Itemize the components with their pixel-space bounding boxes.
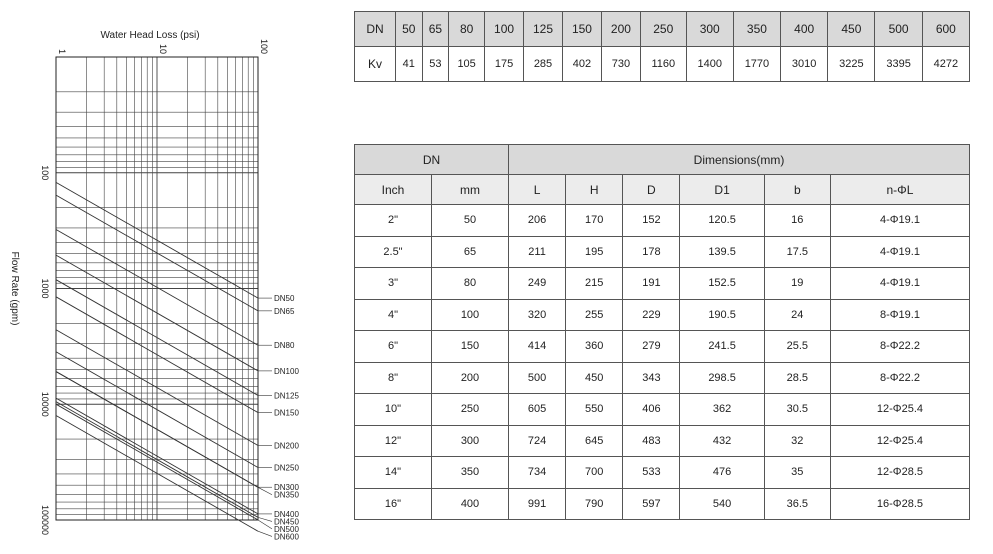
kv-dn-header: DN: [355, 12, 396, 47]
dimensions-table: [354, 144, 970, 520]
table-cell: 8-Φ22.2: [830, 331, 969, 363]
table-cell: 16: [764, 205, 830, 237]
table-cell: 6": [355, 331, 432, 363]
series-label: DN125: [274, 391, 299, 401]
table-cell: 3": [355, 268, 432, 300]
kv-value-cell: 175: [485, 47, 524, 82]
kv-value-cell: 285: [524, 47, 563, 82]
dim-dimensions-group-header: Dimensions(mm): [509, 145, 970, 175]
table-cell: 12": [355, 425, 432, 457]
table-cell: 152: [623, 205, 680, 237]
series-label: DN80: [274, 341, 295, 351]
table-cell: 10": [355, 394, 432, 426]
dim-col-header: b: [764, 175, 830, 205]
table-cell: 65: [432, 236, 509, 268]
kv-dn-cell: 50: [396, 12, 423, 47]
table-cell: 4-Φ19.1: [830, 236, 969, 268]
kv-dn-cell: 500: [875, 12, 922, 47]
table-cell: 12-Φ25.4: [830, 425, 969, 457]
table-cell: 298.5: [680, 362, 764, 394]
kv-dn-cell: 125: [524, 12, 563, 47]
table-cell: 4": [355, 299, 432, 331]
table-cell: 200: [432, 362, 509, 394]
kv-dn-cell: 350: [733, 12, 780, 47]
dim-col-header: D1: [680, 175, 764, 205]
kv-dn-row: [355, 12, 970, 47]
series-label: DN300: [274, 483, 299, 493]
kv-dn-cell: 150: [562, 12, 601, 47]
kv-value-cell: 1770: [733, 47, 780, 82]
table-cell: 343: [623, 362, 680, 394]
table-row: [355, 457, 970, 489]
x-tick-label: 10: [158, 43, 168, 54]
table-cell: 4-Φ19.1: [830, 268, 969, 300]
series-label: DN500: [274, 524, 299, 534]
kv-value-cell: 730: [601, 47, 640, 82]
y-axis-label: Flow Rate (gpm): [9, 251, 20, 326]
table-cell: 120.5: [680, 205, 764, 237]
y-tick-label: 100000: [40, 504, 50, 536]
kv-dn-cell: 450: [828, 12, 875, 47]
table-cell: 8": [355, 362, 432, 394]
table-cell: 178: [623, 236, 680, 268]
series-label: DN400: [274, 509, 299, 519]
dim-sub-header-row: [355, 175, 970, 205]
table-cell: 80: [432, 268, 509, 300]
table-cell: 406: [623, 394, 680, 426]
table-cell: 4-Φ19.1: [830, 205, 969, 237]
table-cell: 206: [509, 205, 566, 237]
dim-table-body: [355, 205, 970, 520]
table-cell: 16-Φ28.5: [830, 488, 969, 520]
table-row: [355, 299, 970, 331]
kv-value-cell: 3395: [875, 47, 922, 82]
kv-value-cell: 4272: [922, 47, 969, 82]
kv-dn-cell: 250: [640, 12, 686, 47]
table-cell: 139.5: [680, 236, 764, 268]
dim-dn-group-header: DN: [355, 145, 509, 175]
table-cell: 8-Φ19.1: [830, 299, 969, 331]
kv-value-cell: 41: [396, 47, 423, 82]
table-cell: 645: [566, 425, 623, 457]
kv-value-row: [355, 47, 970, 82]
table-cell: 540: [680, 488, 764, 520]
table-cell: 170: [566, 205, 623, 237]
table-cell: 50: [432, 205, 509, 237]
x-tick-label: 100: [259, 38, 269, 54]
table-cell: 12-Φ28.5: [830, 457, 969, 489]
series-label: DN250: [274, 463, 299, 473]
table-cell: 432: [680, 425, 764, 457]
kv-dn-cell: 300: [686, 12, 733, 47]
table-cell: 19: [764, 268, 830, 300]
kv-value-cell: 3010: [781, 47, 828, 82]
table-cell: 12-Φ25.4: [830, 394, 969, 426]
kv-value-cell: 402: [562, 47, 601, 82]
table-cell: 476: [680, 457, 764, 489]
dim-col-header: L: [509, 175, 566, 205]
table-cell: 229: [623, 299, 680, 331]
table-row: [355, 236, 970, 268]
table-cell: 300: [432, 425, 509, 457]
table-cell: 35: [764, 457, 830, 489]
table-cell: 25.5: [764, 331, 830, 363]
table-cell: 362: [680, 394, 764, 426]
flow-chart: [0, 0, 350, 554]
table-cell: 2": [355, 205, 432, 237]
table-cell: 250: [432, 394, 509, 426]
table-cell: 483: [623, 425, 680, 457]
dim-col-header: H: [566, 175, 623, 205]
table-cell: 195: [566, 236, 623, 268]
kv-value-cell: 3225: [828, 47, 875, 82]
kv-dn-cell: 65: [422, 12, 449, 47]
series-leader-line: [258, 520, 272, 529]
kv-table: [354, 11, 970, 82]
table-cell: 16": [355, 488, 432, 520]
table-cell: 400: [432, 488, 509, 520]
table-row: [355, 205, 970, 237]
series-label: DN50: [274, 294, 295, 304]
kv-value-cell: 1160: [640, 47, 686, 82]
dim-col-header: n-ΦL: [830, 175, 969, 205]
series-label: DN65: [274, 306, 295, 316]
series-leader-line: [258, 487, 272, 494]
kv-value-cell: 105: [449, 47, 485, 82]
table-cell: 152.5: [680, 268, 764, 300]
table-cell: 190.5: [680, 299, 764, 331]
table-cell: 255: [566, 299, 623, 331]
table-cell: 790: [566, 488, 623, 520]
kv-dn-cell: 80: [449, 12, 485, 47]
table-cell: 500: [509, 362, 566, 394]
chart-title: Water Head Loss (psi): [100, 30, 200, 41]
table-cell: 991: [509, 488, 566, 520]
kv-dn-cell: 100: [485, 12, 524, 47]
dim-group-header-row: [355, 145, 970, 175]
table-cell: 191: [623, 268, 680, 300]
table-cell: 2.5": [355, 236, 432, 268]
table-cell: 350: [432, 457, 509, 489]
table-cell: 8-Φ22.2: [830, 362, 969, 394]
table-row: [355, 394, 970, 426]
table-cell: 550: [566, 394, 623, 426]
y-tick-label: 100: [40, 165, 50, 181]
table-cell: 279: [623, 331, 680, 363]
y-tick-label: 1000: [40, 278, 50, 299]
kv-value-cell: 53: [422, 47, 449, 82]
table-row: [355, 488, 970, 520]
table-cell: 724: [509, 425, 566, 457]
dim-col-header: mm: [432, 175, 509, 205]
table-cell: 605: [509, 394, 566, 426]
table-cell: 211: [509, 236, 566, 268]
series-label: DN100: [274, 366, 299, 376]
table-cell: 414: [509, 331, 566, 363]
table-cell: 597: [623, 488, 680, 520]
table-cell: 32: [764, 425, 830, 457]
series-leader-line: [258, 517, 272, 521]
table-cell: 30.5: [764, 394, 830, 426]
kv-row-header: Kv: [355, 47, 396, 82]
series-label: DN200: [274, 441, 299, 451]
table-cell: 320: [509, 299, 566, 331]
table-cell: 360: [566, 331, 623, 363]
table-cell: 100: [432, 299, 509, 331]
series-label: DN450: [274, 517, 299, 527]
table-cell: 533: [623, 457, 680, 489]
table-cell: 241.5: [680, 331, 764, 363]
table-cell: 249: [509, 268, 566, 300]
table-cell: 450: [566, 362, 623, 394]
kv-value-cell: 1400: [686, 47, 733, 82]
table-cell: 150: [432, 331, 509, 363]
series-label: DN150: [274, 408, 299, 418]
table-cell: 215: [566, 268, 623, 300]
table-cell: 36.5: [764, 488, 830, 520]
kv-dn-cell: 400: [781, 12, 828, 47]
table-cell: 17.5: [764, 236, 830, 268]
table-cell: 734: [509, 457, 566, 489]
series-label: DN600: [274, 532, 299, 542]
kv-dn-cell: 200: [601, 12, 640, 47]
dim-col-header: Inch: [355, 175, 432, 205]
table-cell: 28.5: [764, 362, 830, 394]
table-row: [355, 331, 970, 363]
x-tick-label: 1: [57, 48, 67, 54]
table-cell: 14": [355, 457, 432, 489]
table-row: [355, 268, 970, 300]
table-cell: 24: [764, 299, 830, 331]
table-row: [355, 425, 970, 457]
table-row: [355, 362, 970, 394]
series-label: DN350: [274, 490, 299, 500]
y-tick-label: 10000: [40, 391, 50, 417]
dim-col-header: D: [623, 175, 680, 205]
table-cell: 700: [566, 457, 623, 489]
kv-dn-cell: 600: [922, 12, 969, 47]
series-leader-line: [258, 531, 272, 536]
flow-chart-svg: [0, 0, 350, 554]
